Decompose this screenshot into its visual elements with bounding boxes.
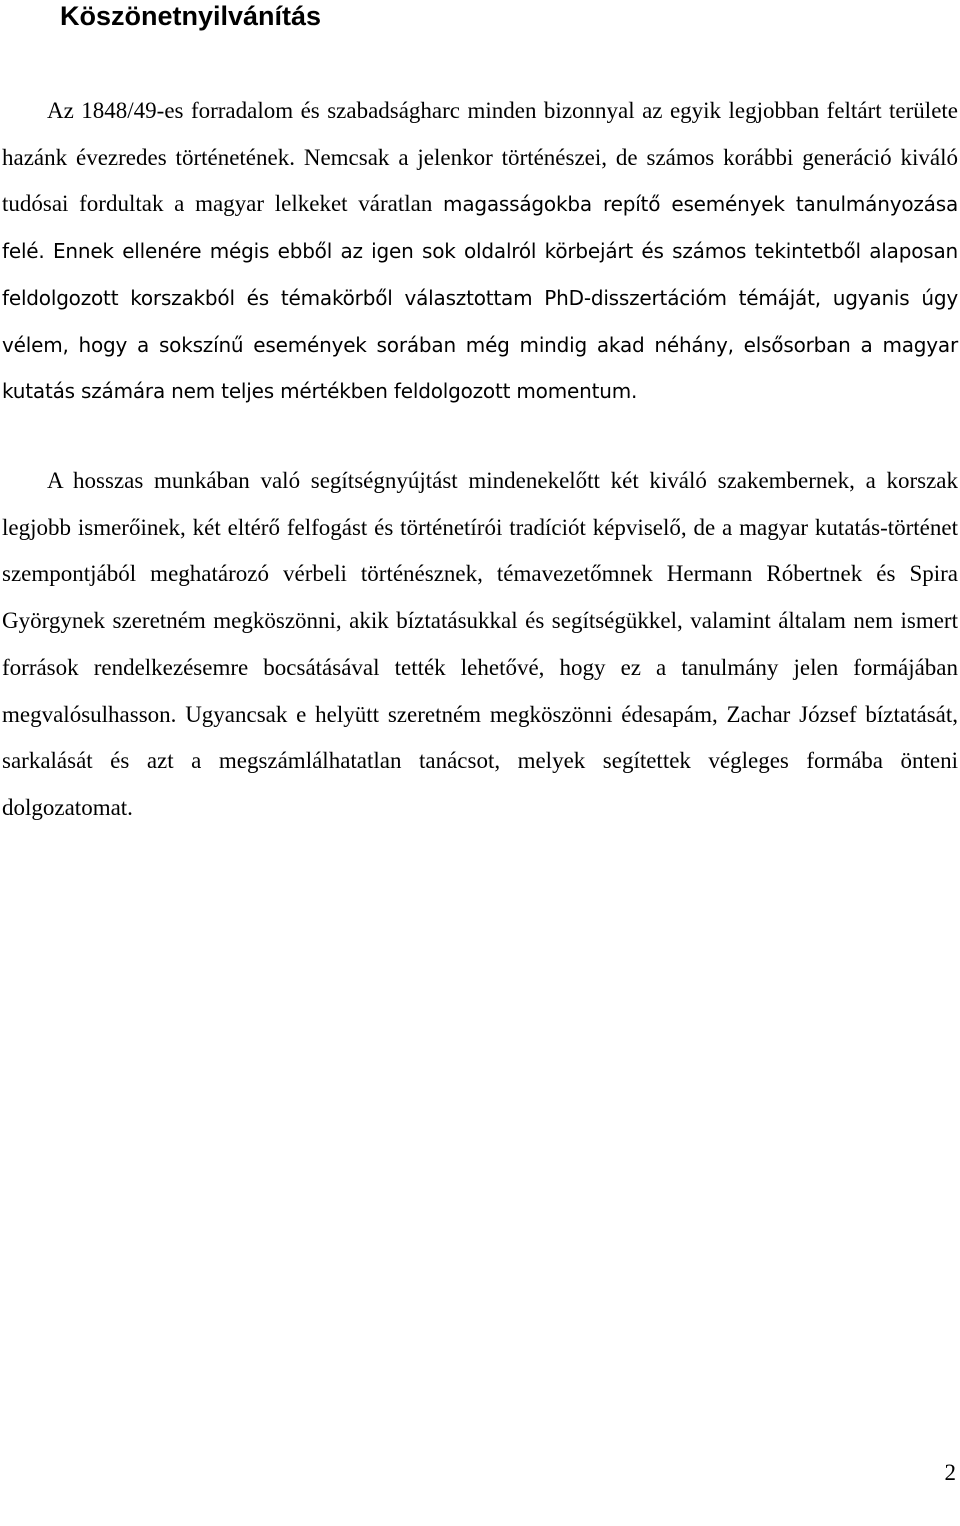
paragraph-acknowledgements: A hosszas munkában való segítségnyújtást mindenekelőtt két kiváló szakembernek, a korszak legjobb ismerőinek, két eltérő felfogást és történetírói tradíciót képviselő, de a magyar kutatás-történet szempontjából meghatározó vérbeli történésznek, témavezetőmnek Hermann Róbertnek és Spira Györgynek szeretném megköszönni, akik bíztatásukkal és segítségükkel, valamint általam nem ismert források rendelkezésemre bocsátásával tették lehetővé, hogy ez a tanulmány jelen formájában megvalósulhasson. Ugyancsak e helyütt szeretném megköszönni édesapám, Zachar József bíztatását, sarkalását és azt a megszámlálhatatlan tanácsot, melyek segítettek végleges formába önteni dolgozatomat.	[2, 468, 958, 820]
paragraph-intro	[2, 88, 958, 415]
page-heading: Köszönetnyilvánítás	[60, 1, 322, 31]
page-number: 2	[944, 1460, 956, 1485]
paragraph-intro-serif-text: Az 1848/49-es forradalom és szabadságharc minden bizonnyal az egyik legjobban feltárt területe hazánk évezredes történetének. Nemcsak a jelenkor történészei, de számos korábbi generáció kiváló tudósai fordultak a magyar lelkeket váratlan	[2, 98, 958, 217]
paragraph-intro-sans-text: magasságokba repítő események tanulmányozása felé. Ennek ellenére mégis ebből az igen sok oldalról körbejárt és számos tekintetből alaposan feldolgozott korszakból és témakörből választottam PhD-disszertációm témáját, ugyanis úgy vélem, hogy a sokszínű események sorában még mindig akad néhány, elsősorban a magyar kutatás számára nem teljes mértékben feldolgozott momentum.	[2, 192, 958, 404]
